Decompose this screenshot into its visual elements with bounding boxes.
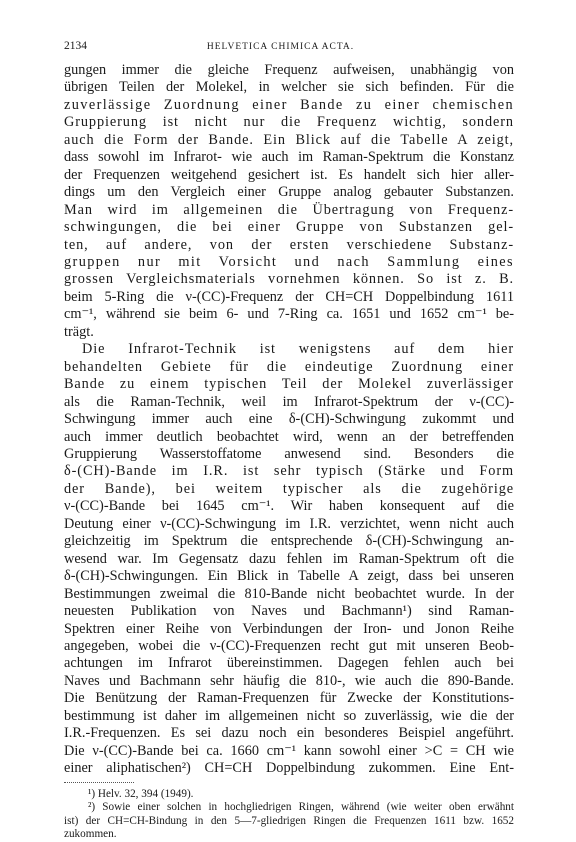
text-line: behandelten Gebiete für die eindeutige Zuordnung einer <box>64 358 514 375</box>
text-line: Schwingung immer auch eine δ-(CH)-Schwingung zukommt und <box>64 411 514 428</box>
text-line: δ-(CH)-Schwingungen. Ein Blick in Tabelle A zeigt, dass bei unseren <box>64 568 514 585</box>
text-line: wesend war. Im Gegensatz dazu fehlen im Raman-Spektrum oft die <box>64 550 514 567</box>
text-line: Spektren einer Reihe von Verbindungen der Iron- und Jonon Reihe <box>64 620 514 637</box>
text-line: δ-(CH)-Bande im I.R. ist sehr typisch (Stärke und Form <box>64 463 514 480</box>
text-line: grossen Vergleichsmaterials vornehmen können. So ist z. B. <box>64 271 514 288</box>
text-line: cm⁻¹, während sie beim 6- und 7-Ring ca. 1651 und 1652 cm⁻¹ be- <box>64 306 514 323</box>
text-line: Die ν-(CC)-Bande bei ca. 1660 cm⁻¹ kann sowohl einer >C = CH wie <box>64 742 514 759</box>
text-line: dings um den Vergleich einer Gruppe analog gebauter Substanzen. <box>64 184 514 201</box>
text-line: auch immer deutlich beobachtet wird, wenn an der betreffenden <box>64 428 514 445</box>
text-line: dass sowohl im Infrarot- wie auch im Raman-Spektrum die Konstanz <box>64 149 514 166</box>
text-line: Man wird im allgemeinen die Übertragung von Frequenz- <box>64 201 514 218</box>
text-line: neuesten Publikation von Naves und Bachmann¹) sind Raman- <box>64 603 514 620</box>
text-line: der Bande), bei weitem typischer als die zugehörige <box>64 480 514 497</box>
text-line: als die Raman-Technik, weil im Infrarot-Spektrum der ν-(CC)- <box>64 393 514 410</box>
footnote: ist) der CH=CH-Bindung in den 5—7-gliedrigen Ringen die Frequenzen 1611 bzw. 1652 <box>64 814 514 827</box>
text-line: Die Infrarot-Technik ist wenigstens auf dem hier <box>82 341 514 358</box>
footnote-rule <box>64 782 134 783</box>
text-line: gruppen nur mit Vorsicht und nach Sammlung eines <box>64 253 514 270</box>
text-line: achtungen im Infrarot übereinstimmen. Dagegen fehlen auch bei <box>64 655 514 672</box>
text-line: Bestimmungen zweimal die 810-Bande nicht beobachtet wurde. In der <box>64 585 514 602</box>
text-line: Die Benützung der Raman-Frequenzen für Zwecke der Konstitutions- <box>64 690 514 707</box>
text-line: übrigen Teilen der Molekel, in welcher sie sich befinden. Für die <box>64 79 514 96</box>
footnote: zukommen. <box>64 828 117 841</box>
text-line: Gruppierung Wasserstoffatome anwesend sind. Besonders die <box>64 445 514 462</box>
text-line: I.R.-Frequenzen. Es sei dazu noch ein besonderes Beispiel angeführt. <box>64 725 514 742</box>
text-line: auch die Form der Bande. Ein Blick auf die Tabelle A zeigt, <box>64 131 514 148</box>
footnotes <box>64 788 514 842</box>
text-line: einer aliphatischen²) CH=CH Doppelbindung zukommen. Eine Ent- <box>64 760 514 777</box>
text-line: Gruppierung ist nicht nur die Frequenz wichtig, sondern <box>64 114 514 131</box>
text-line: bestimmung ist daher im allgemeinen nicht so zuverlässig, wie die der <box>64 707 514 724</box>
journal-title: HELVETICA CHIMICA ACTA. <box>206 42 355 52</box>
running-head <box>64 40 514 52</box>
footnote: ¹) Helv. 32, 394 (1949). <box>88 787 194 800</box>
text-line: zuverlässige Zuordnung einer Bande zu einer chemischen <box>64 96 514 113</box>
footnote: ²) Sowie einer solchen in hochgliedrigen Ringen, während (wie weiter oben erwähnt <box>88 801 514 814</box>
text-line: schwingungen, die bei einer Gruppe von Substanzen gel- <box>64 219 514 236</box>
text-line: ν-(CC)-Bande bei 1645 cm⁻¹. Wir haben konsequent auf die <box>64 498 514 515</box>
text-line: Deutung einer ν-(CC)-Schwingung im I.R. verzichtet, wenn nicht auch <box>64 515 514 532</box>
text-line: ten, auf andere, von der ersten verschiedene Substanz- <box>64 236 514 253</box>
text-line: Bande zu einem typischen Teil der Molekel zuverlässiger <box>64 376 514 393</box>
text-line: gleichzeitig im Spektrum die entsprechende δ-(CH)-Schwingung an- <box>64 533 514 550</box>
text-line: der Frequenzen weitgehend gesichert ist. Es handelt sich hier aller- <box>64 166 514 183</box>
page-number: 2134 <box>64 40 87 52</box>
text-line: gungen immer die gleiche Frequenz aufweisen, unabhängig von <box>64 62 514 78</box>
text-line: Naves und Bachmann sehr häufig die 810-, wie auch die 890-Bande. <box>64 672 514 689</box>
text-line: beim 5-Ring die ν-(CC)-Frequenz der CH=CH Doppelbindung 1611 <box>64 288 514 305</box>
page <box>64 40 514 842</box>
body-text <box>64 62 514 778</box>
text-line: trägt. <box>64 323 94 340</box>
text-line: angegeben, wobei die ν-(CC)-Frequenzen recht gut mit unseren Beob- <box>64 637 514 654</box>
